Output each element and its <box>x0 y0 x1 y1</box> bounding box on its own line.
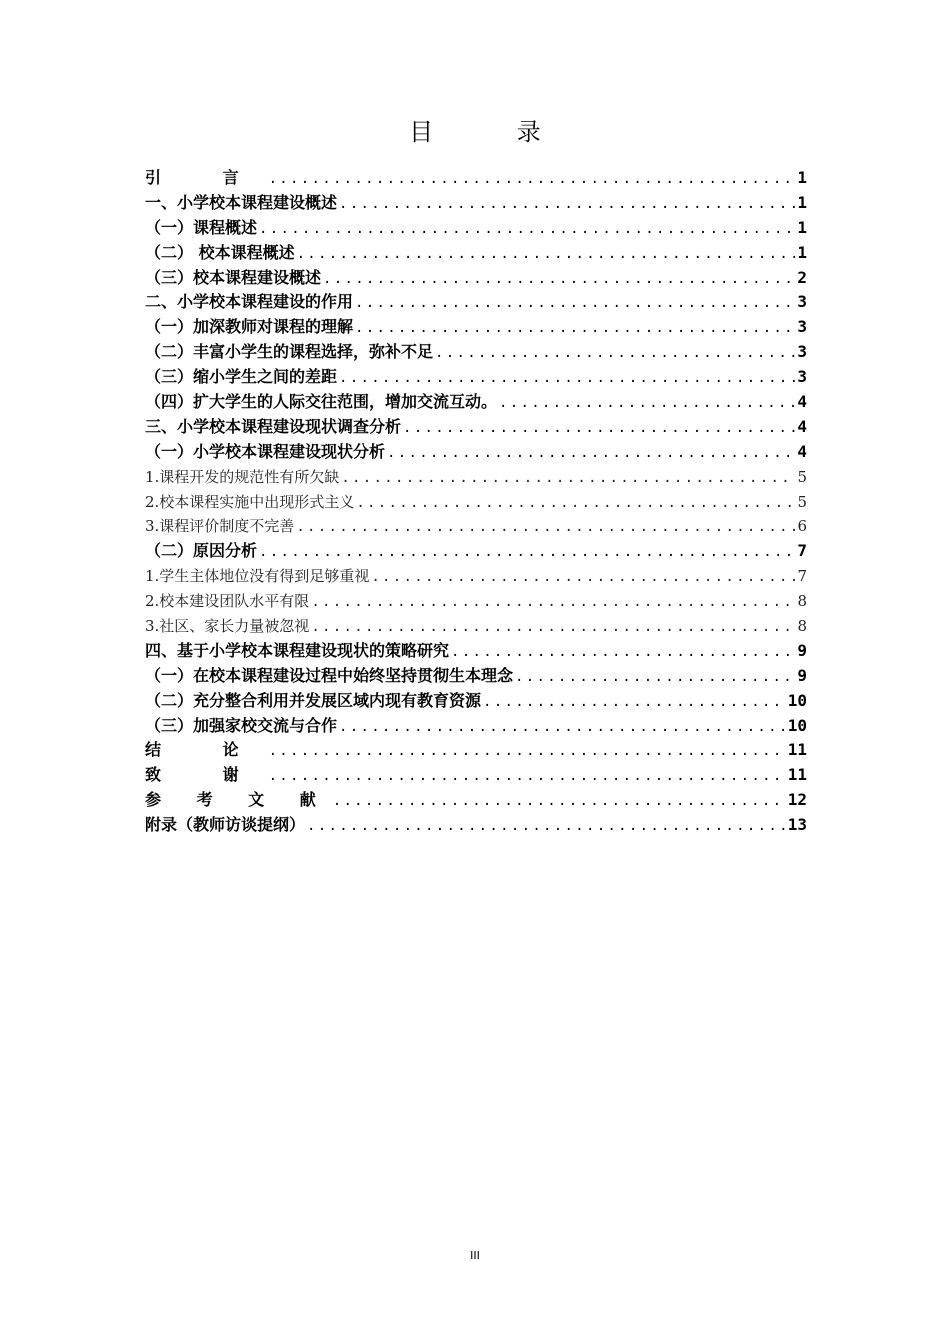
toc-entry-page: 1 <box>797 242 807 262</box>
toc-entry-label: （二） 校本课程概述 <box>145 242 295 262</box>
toc-dot-leader <box>515 665 795 690</box>
toc-entry-label: （三）校本课程建设概述 <box>145 267 322 287</box>
page-title: 目 录 <box>409 118 579 146</box>
toc-entry-page: 3 <box>797 342 807 362</box>
toc-dot-leader <box>311 615 795 640</box>
toc-entry-label: （一）小学校本课程建设现状分析 <box>145 441 386 461</box>
toc-entry-label: 2.校本课程实施中出现形式主义 <box>145 492 355 511</box>
toc-dot-leader <box>355 316 795 341</box>
toc-entry-label: 致 谢 <box>145 765 267 785</box>
toc-entry[interactable] <box>145 788 807 813</box>
toc-entry-label: （四）扩大学生的人际交往范围，增加交流互动。 <box>145 392 498 412</box>
toc-dot-leader <box>341 466 795 491</box>
toc-entry-label: 四、基于小学校本课程建设现状的策略研究 <box>145 640 450 660</box>
toc-entry-page: 13 <box>787 815 807 835</box>
toc-entry-page: 7 <box>797 567 807 586</box>
toc-entry-page: 12 <box>787 790 807 810</box>
toc-entry-page: 10 <box>787 715 807 735</box>
toc-entry-label: 附录（教师访谈提纲） <box>145 815 306 835</box>
toc-dot-leader <box>499 391 795 416</box>
toc-entry-page: 5 <box>797 492 807 511</box>
toc-dot-leader <box>387 441 795 466</box>
toc-entry[interactable] <box>145 639 807 664</box>
toc-entry-page: 3 <box>797 292 807 312</box>
toc-entry-label: （二）丰富小学生的课程选择，弥补不足 <box>145 342 434 362</box>
toc-dot-leader <box>355 291 795 316</box>
toc-entry-label: （一）课程概述 <box>145 217 258 237</box>
toc-entry[interactable] <box>145 290 807 315</box>
toc-entry[interactable] <box>145 390 807 415</box>
toc-entry[interactable] <box>145 664 807 689</box>
toc-entry-page: 4 <box>797 392 807 412</box>
toc-entry[interactable] <box>145 714 807 739</box>
toc-entry[interactable] <box>145 365 807 390</box>
toc-entry-label: 三、小学校本课程建设现状调查分析 <box>145 416 402 436</box>
toc-entry-label: 1.学生主体地位没有得到足够重视 <box>145 567 370 586</box>
toc-entry[interactable] <box>145 340 807 365</box>
toc-entry-page: 7 <box>797 541 807 561</box>
toc-entry[interactable] <box>145 539 807 564</box>
toc-entry-page: 10 <box>787 690 807 710</box>
toc-entry-page: 11 <box>787 740 807 760</box>
toc-entry-label: 3.社区、家长力量被忽视 <box>145 617 310 636</box>
toc-dot-leader <box>269 739 786 764</box>
toc-entry-page: 4 <box>797 441 807 461</box>
toc-entry[interactable] <box>145 440 807 465</box>
toc-dot-leader <box>297 242 796 267</box>
toc-entry[interactable] <box>145 589 807 614</box>
toc-entry[interactable] <box>145 191 807 216</box>
toc-dot-leader <box>259 217 795 242</box>
toc-entry[interactable] <box>145 689 807 714</box>
table-of-contents <box>145 166 807 838</box>
toc-dot-leader <box>269 764 786 789</box>
toc-dot-leader <box>451 640 795 665</box>
toc-entry[interactable] <box>145 514 807 539</box>
toc-entry-label: 2.校本建设团队水平有限 <box>145 592 310 611</box>
toc-entry-label: （二）充分整合利用并发展区域内现有教育资源 <box>145 690 482 710</box>
toc-dot-leader <box>339 715 786 740</box>
toc-entry[interactable] <box>145 813 807 838</box>
toc-entry-label: 结 论 <box>145 740 267 760</box>
toc-entry[interactable] <box>145 564 807 589</box>
toc-dot-leader <box>311 590 795 615</box>
toc-entry-page: 11 <box>787 765 807 785</box>
toc-entry[interactable] <box>145 763 807 788</box>
toc-entry[interactable] <box>145 738 807 763</box>
toc-entry-page: 8 <box>797 592 807 611</box>
toc-dot-leader <box>333 789 786 814</box>
toc-dot-leader <box>483 690 786 715</box>
toc-entry-label: 1.课程开发的规范性有所欠缺 <box>145 467 340 486</box>
toc-entry[interactable] <box>145 266 807 291</box>
toc-entry-page: 3 <box>797 367 807 387</box>
toc-entry[interactable] <box>145 166 807 191</box>
toc-entry-label: （一）加深教师对课程的理解 <box>145 317 354 337</box>
toc-entry-page: 9 <box>797 665 807 685</box>
toc-entry[interactable] <box>145 490 807 515</box>
toc-entry-label: （一）在校本课程建设过程中始终坚持贯彻生本理念 <box>145 665 514 685</box>
toc-dot-leader <box>307 814 786 839</box>
toc-dot-leader <box>435 341 795 366</box>
toc-entry-label: （三）缩小学生之间的差距 <box>145 367 338 387</box>
toc-entry[interactable] <box>145 415 807 440</box>
toc-entry-page: 3 <box>797 317 807 337</box>
toc-entry-page: 8 <box>797 617 807 636</box>
toc-entry-page: 1 <box>797 192 807 212</box>
toc-dot-leader <box>339 192 795 217</box>
toc-entry-page: 1 <box>797 168 807 187</box>
toc-dot-leader <box>371 565 795 590</box>
toc-dot-leader <box>403 416 795 441</box>
toc-entry-label: 一、小学校本课程建设概述 <box>145 192 338 212</box>
toc-entry-label: 参 考 文 献 <box>145 790 331 810</box>
toc-entry-label: 3.课程评价制度不完善 <box>145 517 295 536</box>
toc-entry-label: （二）原因分析 <box>145 541 258 561</box>
toc-dot-leader <box>269 167 796 192</box>
toc-dot-leader <box>323 267 795 292</box>
toc-dot-leader <box>339 366 795 391</box>
toc-entry-page: 1 <box>797 217 807 237</box>
toc-entry-page: 5 <box>797 467 807 486</box>
toc-dot-leader <box>259 540 795 565</box>
toc-entry-label: 二、小学校本课程建设的作用 <box>145 292 354 312</box>
toc-entry-page: 6 <box>797 517 807 536</box>
toc-entry-page: 9 <box>797 640 807 660</box>
toc-entry[interactable] <box>145 614 807 639</box>
toc-entry[interactable] <box>145 241 807 266</box>
toc-entry-page: 2 <box>797 267 807 287</box>
toc-entry[interactable] <box>145 465 807 490</box>
toc-entry[interactable] <box>145 216 807 241</box>
toc-dot-leader <box>356 491 795 516</box>
toc-entry-label: （三）加强家校交流与合作 <box>145 715 338 735</box>
toc-dot-leader <box>296 515 795 540</box>
page-number: III <box>470 1249 480 1262</box>
toc-entry[interactable] <box>145 315 807 340</box>
toc-entry-label: 引 言 <box>145 168 267 187</box>
toc-entry-page: 4 <box>797 416 807 436</box>
